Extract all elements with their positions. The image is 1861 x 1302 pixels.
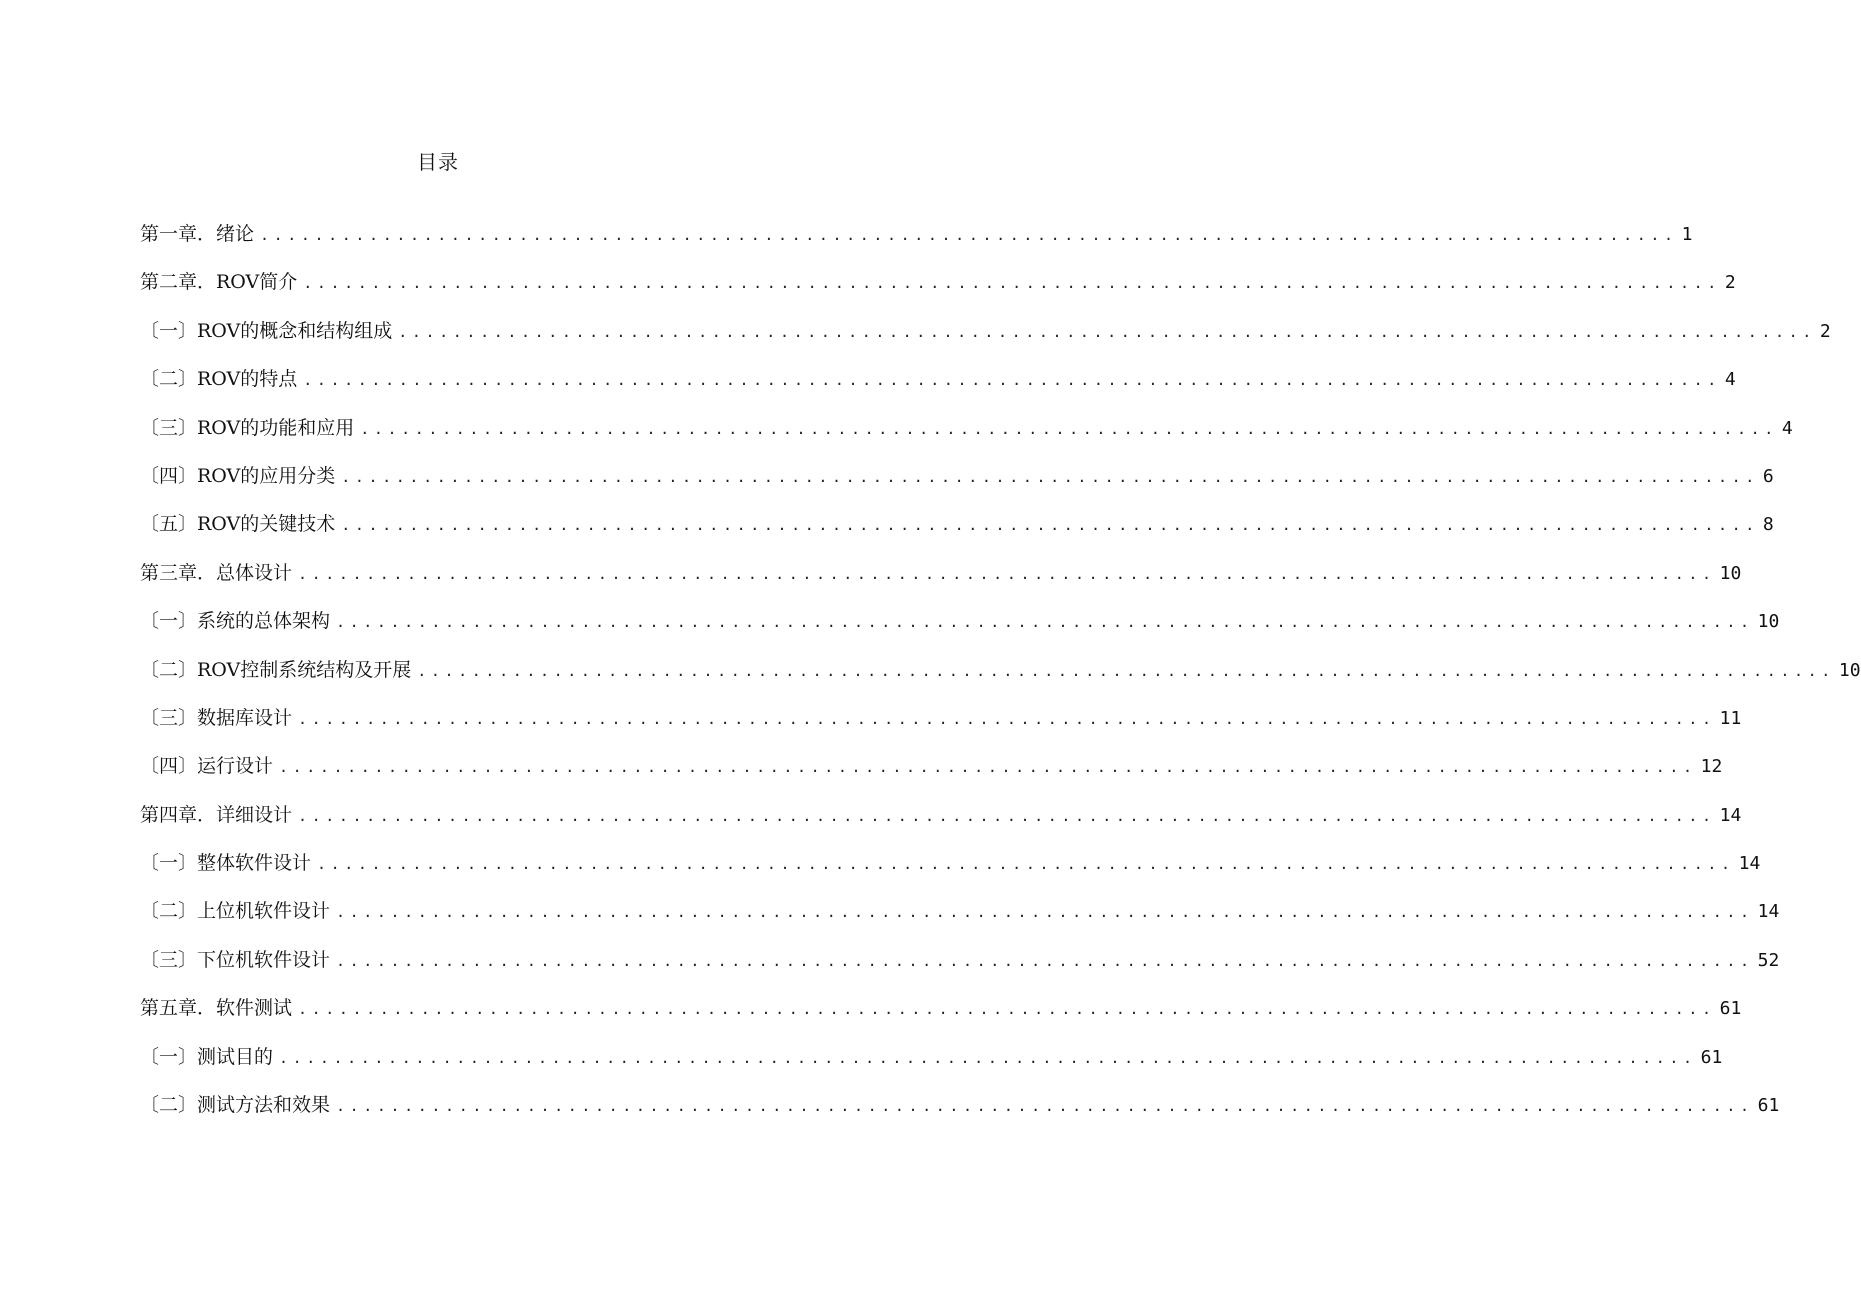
toc-entry[interactable]	[140, 219, 1693, 267]
toc-entry-page: 4	[1781, 417, 1793, 439]
toc-entry-label: 〔二〕ROV的特点	[140, 368, 298, 391]
dot-leader: ........................................................................................................	[417, 661, 1835, 680]
toc-entry[interactable]	[140, 896, 1780, 944]
toc-entry-label: 〔二〕测试方法和效果	[140, 1094, 331, 1117]
toc-entry-label: 〔一〕测试目的	[140, 1045, 274, 1068]
toc-entry-page: 14	[1757, 901, 1780, 923]
toc-entry-label: 第一章．绪论	[140, 223, 255, 245]
dot-leader: ........................................................................................................	[341, 467, 1759, 486]
toc-list	[140, 219, 1861, 1138]
toc-entry-label: 第五章．软件测试	[140, 997, 293, 1020]
toc-entry[interactable]	[140, 800, 1742, 848]
toc-entry[interactable]	[140, 606, 1780, 654]
toc-entry-label: 〔一〕ROV的概念和结构组成	[140, 319, 393, 342]
toc-entry[interactable]	[140, 993, 1742, 1041]
toc-entry-page: 61	[1757, 1095, 1780, 1117]
toc-entry[interactable]	[140, 703, 1742, 751]
toc-entry-page: 4	[1724, 369, 1736, 391]
dot-leader: ........................................................................................................	[336, 613, 1754, 632]
dot-leader: ........................................................................................................	[303, 371, 1721, 390]
toc-entry[interactable]	[140, 267, 1736, 315]
toc-entry-page: 52	[1757, 949, 1780, 971]
toc-entry-page: 10	[1719, 562, 1742, 584]
dot-leader: ........................................................................................................	[336, 903, 1754, 922]
toc-entry[interactable]	[140, 751, 1723, 799]
dot-leader: ........................................................................................................	[260, 226, 1678, 244]
toc-entry-label: 〔三〕数据库设计	[140, 706, 293, 729]
toc-entry-label: 第三章．总体设计	[140, 561, 293, 584]
dot-leader: ........................................................................................................	[298, 806, 1716, 825]
toc-entry[interactable]	[140, 316, 1831, 364]
toc-entry-label: 第四章．详细设计	[140, 803, 293, 826]
toc-entry-label: 〔四〕运行设计	[140, 755, 274, 778]
toc-entry-page: 10	[1757, 611, 1780, 633]
toc-entry-label: 〔一〕系统的总体架构	[140, 610, 331, 633]
toc-title: 目录	[417, 150, 459, 174]
dot-leader: ........................................................................................................	[336, 1097, 1754, 1116]
toc-entry-page: 6	[1762, 465, 1774, 487]
toc-entry-page: 1	[1681, 224, 1693, 245]
toc-entry-label: 第二章．ROV简介	[140, 271, 298, 294]
dot-leader: ........................................................................................................	[279, 758, 1697, 777]
toc-entry-page: 14	[1719, 804, 1742, 826]
toc-entry-label: 〔四〕ROV的应用分类	[140, 464, 336, 487]
toc-entry[interactable]	[140, 413, 1793, 461]
dot-leader: ........................................................................................................	[360, 419, 1778, 438]
toc-entry[interactable]	[140, 655, 1861, 703]
dot-leader: ........................................................................................................	[298, 564, 1716, 583]
dot-leader: ........................................................................................................	[303, 274, 1721, 293]
toc-entry-label: 〔五〕ROV的关键技术	[140, 513, 336, 536]
dot-leader: ........................................................................................................	[398, 322, 1816, 341]
toc-entry-page: 2	[1819, 320, 1831, 342]
toc-entry-label: 〔一〕整体软件设计	[140, 852, 312, 875]
toc-entry-label: 〔二〕ROV控制系统结构及开展	[140, 658, 412, 681]
toc-entry-page: 61	[1700, 1046, 1723, 1068]
toc-entry-page: 2	[1724, 272, 1736, 294]
toc-entry[interactable]	[140, 461, 1774, 509]
dot-leader: ........................................................................................................	[336, 951, 1754, 970]
toc-entry[interactable]	[140, 1090, 1780, 1138]
dot-leader: ........................................................................................................	[317, 855, 1735, 874]
toc-entry[interactable]	[140, 509, 1774, 557]
toc-entry-page: 8	[1762, 514, 1774, 536]
toc-entry[interactable]	[140, 1042, 1723, 1090]
toc-entry-page: 12	[1700, 756, 1723, 778]
dot-leader: ........................................................................................................	[341, 516, 1759, 535]
toc-entry-page: 10	[1838, 659, 1861, 681]
toc-entry-label: 〔三〕ROV的功能和应用	[140, 416, 355, 439]
toc-entry[interactable]	[140, 945, 1780, 993]
toc-entry-label: 〔二〕上位机软件设计	[140, 900, 331, 923]
toc-entry[interactable]	[140, 848, 1761, 896]
dot-leader: ........................................................................................................	[298, 1000, 1716, 1019]
toc-entry-page: 14	[1738, 853, 1761, 875]
toc-entry[interactable]	[140, 364, 1736, 412]
toc-entry-label: 〔三〕下位机软件设计	[140, 948, 331, 971]
toc-entry-page: 11	[1719, 707, 1742, 729]
dot-leader: ........................................................................................................	[279, 1048, 1697, 1067]
toc-entry-page: 61	[1719, 998, 1742, 1020]
toc-entry[interactable]	[140, 558, 1742, 606]
dot-leader: ........................................................................................................	[298, 709, 1716, 728]
